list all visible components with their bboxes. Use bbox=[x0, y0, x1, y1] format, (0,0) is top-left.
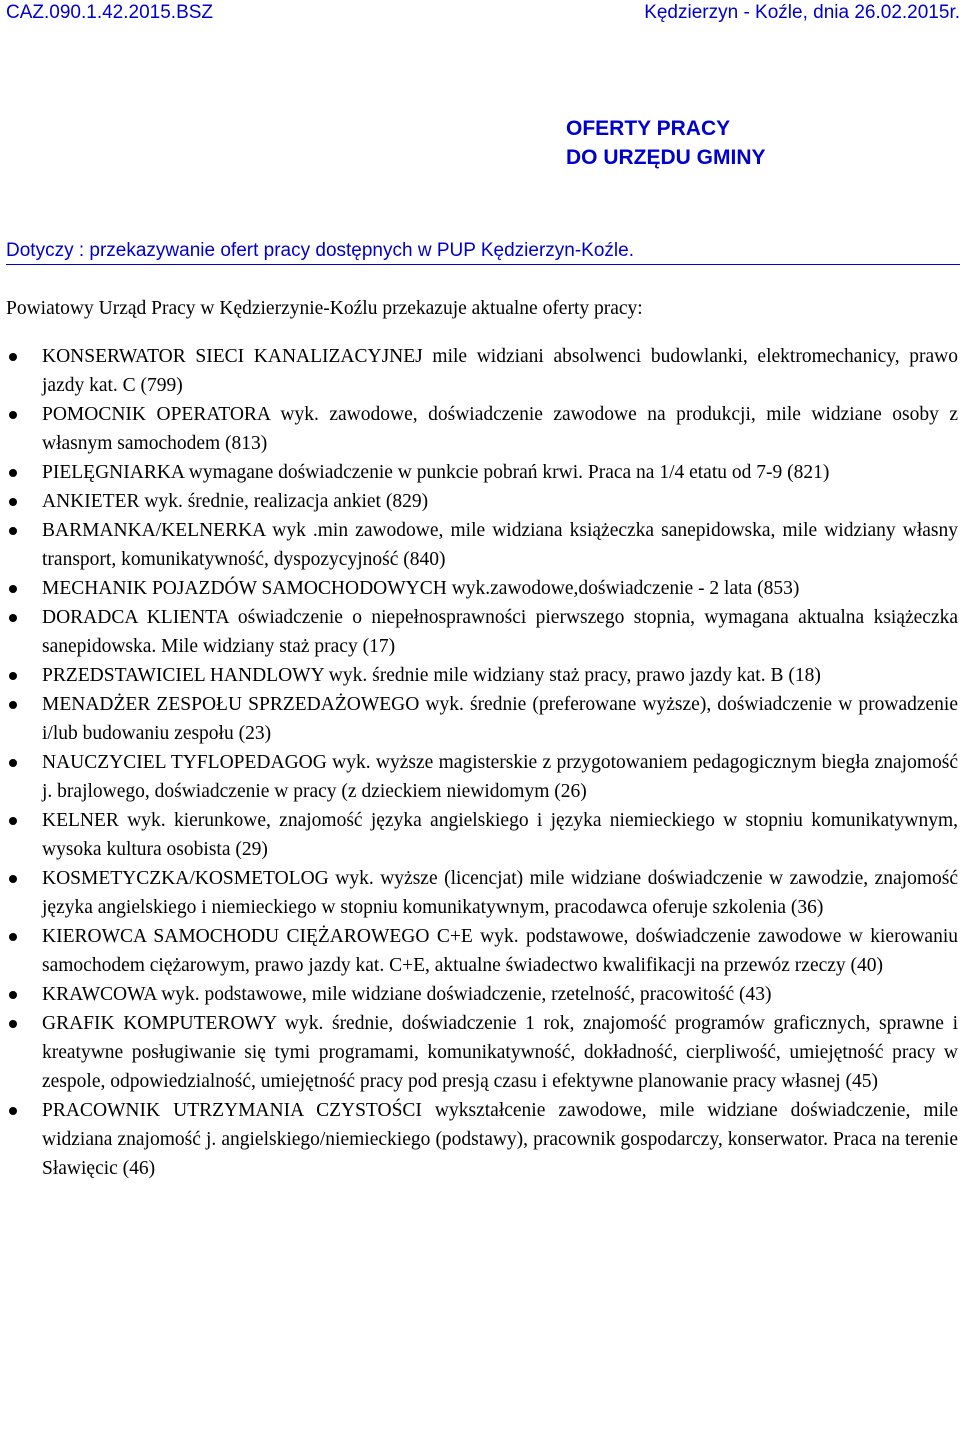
list-item bbox=[0, 516, 960, 574]
bullet-icon bbox=[9, 469, 17, 477]
list-item bbox=[0, 1009, 960, 1096]
title-line-2: DO URZĘDU GMINY bbox=[566, 146, 766, 169]
bullet-icon bbox=[9, 817, 17, 825]
list-item bbox=[0, 400, 960, 458]
list-item bbox=[0, 690, 960, 748]
list-item bbox=[0, 806, 960, 864]
bullet-icon bbox=[9, 933, 17, 941]
bullet-icon bbox=[9, 672, 17, 680]
offer-text: GRAFIK KOMPUTEROWY wyk. średnie, doświadczenie 1 rok, znajomość programów graficznych, sprawne i kreatywne posługiwanie się tymi programami, komunikatywność, dokładność, cierpliwość, umiejętność pracy w zespole, odpowiedzialność, umiejętność pracy pod presją czasu i efektywne planowanie pracy własnej (45) bbox=[42, 1013, 958, 1092]
offer-text: ANKIETER wyk. średnie, realizacja ankiet (829) bbox=[42, 491, 429, 512]
bullet-icon bbox=[9, 498, 17, 506]
list-item bbox=[0, 1096, 960, 1183]
offer-text: PRZEDSTAWICIEL HANDLOWY wyk. średnie mile widziany staż pracy, prawo jazdy kat. B (18) bbox=[42, 665, 821, 686]
offer-text: KRAWCOWA wyk. podstawowe, mile widziane doświadczenie, rzetelność, pracowitość (43) bbox=[42, 984, 772, 1005]
list-item bbox=[0, 748, 960, 806]
offer-text: PRACOWNIK UTRZYMANIA CZYSTOŚCI wykształcenie zawodowe, mile widziane doświadczenie, mile widziana znajomość j. angielskiego/niemieckiego (podstawy), pracownik gospodarczy, konserwator. Praca na terenie Sławięcic (46) bbox=[42, 1100, 958, 1179]
list-item bbox=[0, 458, 960, 487]
list-item bbox=[0, 574, 960, 603]
bullet-icon bbox=[9, 614, 17, 622]
offer-text: MENADŻER ZESPOŁU SPRZEDAŻOWEGO wyk. średnie (preferowane wyższe), doświadczenie w prowadzenie i/lub budowaniu zespołu (23) bbox=[42, 694, 958, 744]
bullet-icon bbox=[9, 1107, 17, 1115]
offer-text: DORADCA KLIENTA oświadczenie o niepełnosprawności pierwszego stopnia, wymagana aktualna książeczka sanepidowska. Mile widziany staż pracy (17) bbox=[42, 607, 958, 657]
document-title bbox=[566, 114, 960, 172]
list-item bbox=[0, 864, 960, 922]
bullet-icon bbox=[9, 527, 17, 535]
list-item bbox=[0, 487, 960, 516]
bullet-icon bbox=[9, 1020, 17, 1028]
offer-text: NAUCZYCIEL TYFLOPEDAGOG wyk. wyższe magisterskie z przygotowaniem pedagogicznym biegła znajomość j. brajlowego, doświadczenie w pracy (z dzieckiem niewidomym (26) bbox=[42, 752, 958, 802]
intro-paragraph: Powiatowy Urząd Pracy w Kędzierzynie-Koźlu przekazuje aktualne oferty pracy: bbox=[6, 298, 643, 319]
offer-text: KELNER wyk. kierunkowe, znajomość języka angielskiego i języka niemieckiego w stopniu komunikatywnym, wysoka kultura osobista (29) bbox=[42, 810, 958, 860]
document-header bbox=[6, 2, 960, 32]
bullet-icon bbox=[9, 353, 17, 361]
subject-line: Dotyczy : przekazywanie ofert pracy dostępnych w PUP Kędzierzyn-Koźle. bbox=[6, 240, 634, 261]
list-item bbox=[0, 661, 960, 690]
reference-number: CAZ.090.1.42.2015.BSZ bbox=[6, 2, 214, 23]
job-offers-list bbox=[0, 342, 960, 1183]
bullet-icon bbox=[9, 585, 17, 593]
offer-text: BARMANKA/KELNERKA wyk .min zawodowe, mile widziana książeczka sanepidowska, mile widziany własny transport, komunikatywność, dyspozycyjność (840) bbox=[42, 520, 958, 570]
offer-text: MECHANIK POJAZDÓW SAMOCHODOWYCH wyk.zawodowe,doświadczenie - 2 lata (853) bbox=[42, 578, 800, 599]
offer-text: KOSMETYCZKA/KOSMETOLOG wyk. wyższe (licencjat) mile widziane doświadczenie w zawodzie, znajomość języka angielskiego i niemieckiego w stopniu komunikatywnym, pracodawca oferuje szkolenia (36) bbox=[42, 868, 958, 918]
place-and-date: Kędzierzyn - Koźle, dnia 26.02.2015r. bbox=[644, 2, 960, 23]
offer-text: KONSERWATOR SIECI KANALIZACYJNEJ mile widziani absolwenci budowlanki, elektromechanicy, prawo jazdy kat. C (799) bbox=[42, 346, 958, 396]
offer-text: PIELĘGNIARKA wymagane doświadczenie w punkcie pobrań krwi. Praca na 1/4 etatu od 7-9 (821) bbox=[42, 462, 830, 483]
list-item bbox=[0, 922, 960, 980]
offer-text: POMOCNIK OPERATORA wyk. zawodowe, doświadczenie zawodowe na produkcji, mile widziane osoby z własnym samochodem (813) bbox=[42, 404, 958, 454]
list-item bbox=[0, 603, 960, 661]
bullet-icon bbox=[9, 991, 17, 999]
bullet-icon bbox=[9, 701, 17, 709]
offer-text: KIEROWCA SAMOCHODU CIĘŻAROWEGO C+E wyk. podstawowe, doświadczenie zawodowe w kierowaniu samochodem ciężarowym, prawo jazdy kat. C+E, aktualne świadectwo kwalifikacji na przewóz rzeczy (40) bbox=[42, 926, 958, 976]
bullet-icon bbox=[9, 759, 17, 767]
title-line-1: OFERTY PRACY bbox=[566, 117, 731, 140]
list-item bbox=[0, 980, 960, 1009]
list-item bbox=[0, 342, 960, 400]
bullet-icon bbox=[9, 411, 17, 419]
subject-underline bbox=[6, 264, 960, 265]
bullet-icon bbox=[9, 875, 17, 883]
